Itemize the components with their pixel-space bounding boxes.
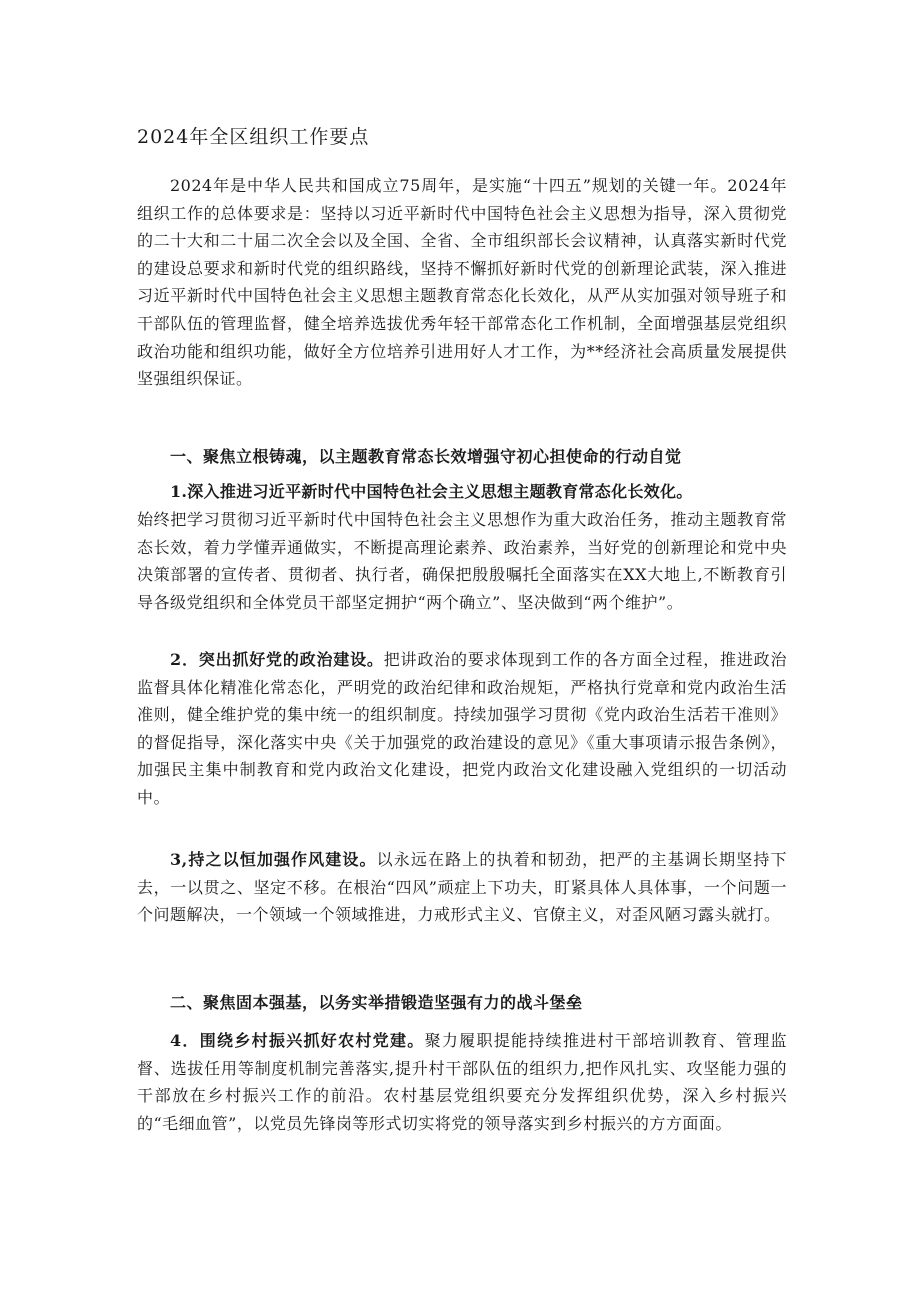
item-4-body: 聚力履职提能持续推进村干部培训教育、管理监督、选拔任用等制度机制完善落实,提升村干部队伍的组织力,把作风扎实、攻坚能力强的干部放在乡村振兴工作的前沿。农村基层党组织要充分发挥组织优势，深入乡村振兴的“毛细血管”，以党员先锋岗等形式切实将党的领导落实到乡村振兴的方方面面。: [137, 1031, 787, 1133]
item-3-paragraph: [137, 846, 787, 929]
item-4-lead: 4．围绕乡村振兴抓好农村党建。: [170, 1031, 425, 1050]
section-1-heading: 一、聚焦立根铸魂，以主题教育常态长效增强守初心担使命的行动自觉: [170, 447, 682, 466]
item-2-paragraph: [137, 646, 787, 812]
item-3-body: 以永远在路上的执着和韧劲，把严的主基调长期坚持下去，一以贯之、坚定不移。在根治“四风”顽症上下功夫，盯紧具体人具体事，一个问题一个问题解决，一个领域一个领域推进，力戒形式主义、官僚主义，对歪风陋习露头就打。: [137, 850, 787, 925]
item-2-body: 把讲政治的要求体现到工作的各方面全过程，推进政治监督具体化精准化常态化，严明党的政治纪律和政治规矩，严格执行党章和党内政治生活准则，健全维护党的集中统一的组织制度。持续加强学习贯彻《党内政治生活若干准则》的督促指导，深化落实中央《关于加强党的政治建设的意见》《重大事项请示报告条例》，加强民主集中制教育和党内政治文化建设，把党内政治文化建设融入党组织的一切活动中。: [137, 650, 787, 807]
item-4-paragraph: [137, 1027, 787, 1137]
document-title: 2024年全区组织工作要点: [137, 126, 370, 148]
item-1-body: 始终把学习贯彻习近平新时代中国特色社会主义思想作为重大政治任务，推动主题教育常态长效，着力学懂弄通做实，不断提高理论素养、政治素养，当好党的创新理论和党中央决策部署的宣传者、贯彻者、执行者，确保把殷殷嘱托全面落实在XX大地上,不断教育引导各级党组织和全体党员干部坚定拥护“两个确立”、坚决做到“两个维护”。: [137, 510, 787, 612]
item-2-lead: 2．突出抓好党的政治建设。: [170, 650, 384, 669]
item-3-lead: 3,持之以恒加强作风建设。: [170, 850, 377, 869]
item-1-heading: 1.深入推进习近平新时代中国特色社会主义思想主题教育常态化长效化。: [170, 482, 693, 501]
section-2-heading: 二、聚焦固本强基，以务实举措锻造坚强有力的战斗堡垒: [170, 993, 583, 1012]
intro-paragraph: 2024年是中华人民共和国成立75周年，是实施“十四五”规划的关键一年。2024年组织工作的总体要求是：坚持以习近平新时代中国特色社会主义思想为指导，深入贯彻党的二十大和二十届二次全会以及全国、全省、全市组织部长会议精神，认真落实新时代党的建设总要求和新时代党的组织路线，坚持不懈抓好新时代党的创新理论武装，深入推进习近平新时代中国特色社会主义思想主题教育常态化长效化，从严从实加强对领导班子和干部队伍的管理监督，健全培养选拔优秀年轻干部常态化工作机制，全面增强基层党组织政治功能和组织功能，做好全方位培养引进用好人才工作，为**经济社会高质量发展提供坚强组织保证。: [137, 176, 787, 389]
